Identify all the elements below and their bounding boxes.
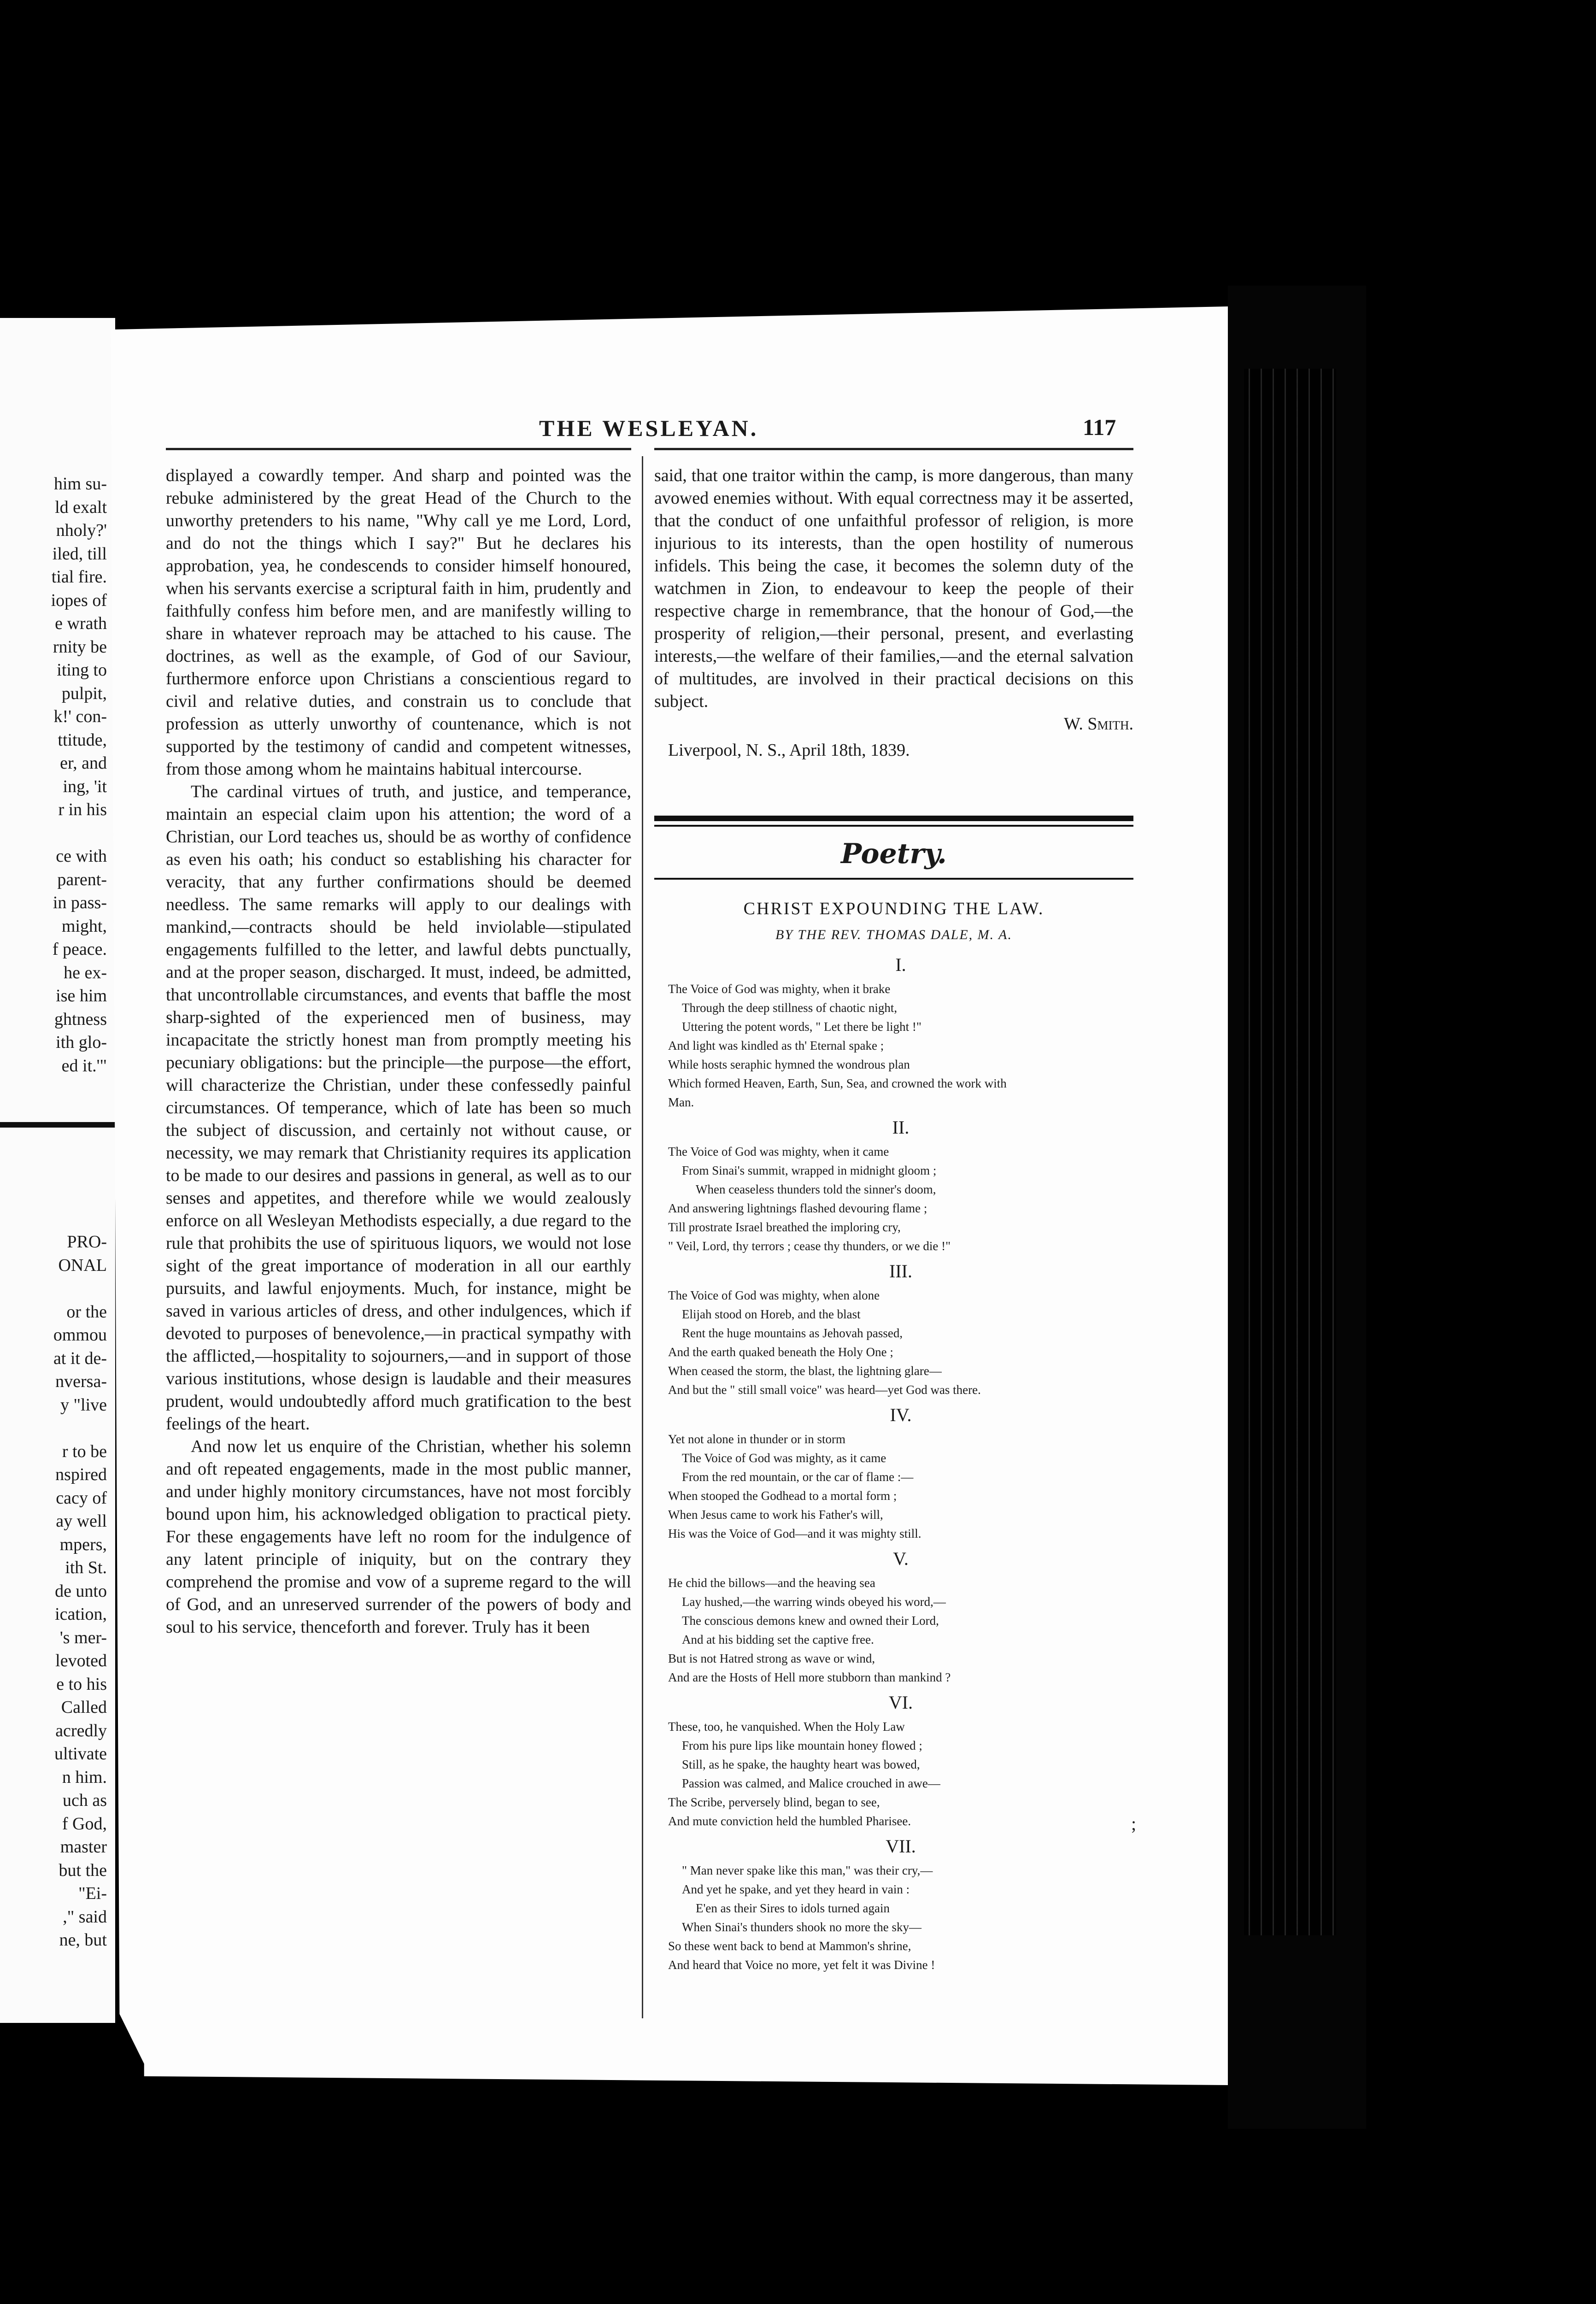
left-page-line: e to his xyxy=(56,1674,107,1694)
poem-author: BY THE REV. THOMAS DALE, M. A. xyxy=(775,927,1012,942)
running-header: THE WESLEYAN. xyxy=(539,415,759,441)
left-page-line: ONAL xyxy=(58,1255,107,1275)
paragraph: And now let us enquire of the Christian, whether his solemn and oft repeated engagements, made in the most public manner, and under highly monitory circumstances, have not most forcibly bound upon him, his acknowledged obligation to practical piety. For these engagements have left no room for the indulgence of any latent principle of iniquity, but on the contrary they comprehend the promise and vow of a supreme regard to the will of God, and an unreserved surrender of the powers of body and soul to his service, thenceforth and forever. Truly has it been xyxy=(166,1437,631,1637)
poem-line: " Veil, Lord, thy terrors ; cease thy thunders, or we die !" xyxy=(668,1239,951,1253)
stanza-number: II. xyxy=(892,1117,909,1138)
poem-line: These, too, he vanquished. When the Holy Law xyxy=(668,1720,905,1734)
left-page-line: iopes of xyxy=(51,590,107,610)
left-page-line: f God, xyxy=(62,1814,107,1834)
left-page-line: 's mer- xyxy=(59,1628,107,1647)
poem-line: When Sinai's thunders shook no more the sky— xyxy=(682,1920,922,1934)
poem-line: Elijah stood on Horeb, and the blast xyxy=(682,1307,861,1321)
left-page-line xyxy=(0,1416,107,1440)
left-page-line: n him. xyxy=(62,1767,107,1787)
left-page-line: ith St. xyxy=(65,1558,107,1577)
left-page-line: tial fire. xyxy=(51,567,107,587)
poetry-heading: Poetry. xyxy=(841,838,947,870)
left-page-line: e wrath xyxy=(55,614,107,633)
poem-line: He chid the billows—and the heaving sea xyxy=(668,1576,875,1590)
signature: W. Smith. xyxy=(1063,714,1133,734)
page-stack-edges xyxy=(1244,369,1336,1935)
poem-line: " Man never spake like this man," was their cry,— xyxy=(682,1863,933,1877)
left-page-line: acredly xyxy=(55,1721,107,1740)
page-number: 117 xyxy=(1083,414,1116,440)
poem-line: When stooped the Godhead to a mortal form ; xyxy=(668,1489,897,1503)
left-page-line: ttitude, xyxy=(58,730,107,750)
left-page-line: mpers, xyxy=(59,1534,107,1554)
poem-line: The Voice of God was mighty, when it came xyxy=(668,1145,889,1158)
left-page-line: nversa- xyxy=(55,1372,107,1391)
left-page-line: iled, till xyxy=(52,544,107,564)
poem-line: Yet not alone in thunder or in storm xyxy=(668,1432,845,1446)
article-column-left xyxy=(166,464,631,1639)
poem-line: Still, as he spake, the haughty heart was bowed, xyxy=(682,1757,920,1771)
left-page-rule xyxy=(0,1122,115,1128)
left-page-line: r to be xyxy=(62,1441,107,1461)
poem-line: From the red mountain, or the car of flame :— xyxy=(682,1470,914,1484)
article-column-right xyxy=(654,464,1133,762)
stanza-number: III. xyxy=(889,1261,912,1281)
left-page-line: iting to xyxy=(57,660,107,680)
poem-line: And are the Hosts of Hell more stubborn than mankind ? xyxy=(668,1670,951,1684)
paragraph: The cardinal virtues of truth, and justice, and temperance, maintain an especial claim upon his attention; the word of a Christian, our Lord teaches us, should be as worthy of confidence as even his oath; his conduct so establishing his character for veracity, that any further confirmations should be deemed needless. The same remarks will apply to our dealings with mankind,—contracts should be held inviolable—stipulated engagements fulfilled to the letter, and lawful debts punctually, and at the proper season, discharged. It must, indeed, be admitted, that uncontrollable circumstances, and events that baffle the most sharp-sighted of the experienced men of business, may incapacitate the strictly honest man from promptly meeting his pecuniary obligations: but the principle—the purpose—the effort, will characterize the Christian, under these confessedly painful circumstances. Of temperance, which of late has been so much the subject of discussion, and certainly not without cause, or necessity, we may remark that Christianity requires its application to be made to our desires and passions in general, as well as to our senses and appetites, and therefore while we would zealously enforce on all Wesleyan Methodists especially, a due regard to the rule that prohibits the use of spirituous liquors, we would not lose sight of the great importance of moderation in all our earthly pursuits, and lawful enjoyments. Much, for instance, might be saved in various articles of dress, and other indulgences, which if devoted to purposes of benevolence,—in practical sympathy with the afflicted,—hospitality to sojourners,—and in support of those various institutions, whose design is laudable and their measures prudent, would undoubtedly afford much gratification to the best feelings of the heart. xyxy=(166,782,631,1434)
column-rule xyxy=(642,456,643,2018)
left-page-line: nspired xyxy=(55,1465,107,1484)
poem-line: When ceaseless thunders told the sinner's doom, xyxy=(696,1182,936,1196)
left-page-line: ing, 'it xyxy=(63,776,107,796)
poem-line: When ceased the storm, the blast, the lightning glare— xyxy=(668,1364,942,1378)
left-page-line: at it de- xyxy=(53,1348,107,1368)
left-page-line: ise him xyxy=(56,986,107,1005)
header-rule-left xyxy=(166,448,631,450)
dateline: Liverpool, N. S., April 18th, 1839. xyxy=(668,741,910,760)
stanza-number: IV. xyxy=(890,1405,912,1425)
left-page-line: he ex- xyxy=(64,963,107,982)
left-page-line: k!' con- xyxy=(53,707,107,726)
left-page-line: him su- xyxy=(53,474,107,494)
stanza-number: VI. xyxy=(888,1692,913,1713)
poem-line: And heard that Voice no more, yet felt it was Divine ! xyxy=(668,1958,935,1972)
poem-line: The Voice of God was mighty, when alone xyxy=(668,1288,880,1302)
stanza-number: VII. xyxy=(886,1836,916,1857)
paragraph: displayed a cowardly temper. And sharp and pointed was the rebuke administered by the great Head of the Church to the unworthy pretenders to his name, "Why call ye me Lord, Lord, and do not the things which I say?" But he declares his approbation, yea, he condescends to consider himself honoured, when his servants exercise a scriptural faith in him, prudently and faithfully confess him before men, and are manifestly willing to share in whatever reproach may be attached to his cause. The doctrines, as well as the example, of God of our Saviour, furthermore enforce upon Christians a conscientious regard to civil and relative duties, and constrain us to conclude that profession as utterly unworthy of countenance, which is not supported by the testimony of candid and competent witnesses, from those among whom he maintains habitual intercourse. xyxy=(166,466,631,779)
poem-line: And light was kindled as th' Eternal spake ; xyxy=(668,1039,884,1052)
section-rule-thick xyxy=(654,816,1133,821)
poem-line: The conscious demons knew and owned their Lord, xyxy=(682,1614,939,1628)
left-page-line: but the xyxy=(59,1860,107,1880)
poem-body xyxy=(668,949,1133,1975)
poem-title: CHRIST EXPOUNDING THE LAW. xyxy=(743,899,1044,918)
left-page-line: master xyxy=(60,1837,107,1857)
left-page-line: ication, xyxy=(55,1605,107,1624)
poem-line: His was the Voice of God—and it was mighty still. xyxy=(668,1527,921,1540)
poem-line: While hosts seraphic hymned the wondrous plan xyxy=(668,1058,910,1071)
paragraph: said, that one traitor within the camp, is more dangerous, than many avowed enemies without. With equal correctness may it be asserted, that the conduct of one unfaithful professor of religion, is more injurious to its interests, than the open hostility of numerous infidels. This being the case, it becomes the solemn duty of the watchmen in Zion, to endeavour to keep the people of their respective charge in remembrance, that the honour of God,—the prosperity of religion,—their personal, present, and everlasting interests,—the welfare of their families,—and the eternal salvation of multitudes, are involved in their practical decisions on this subject. xyxy=(654,466,1133,711)
left-page-text-lower xyxy=(0,1230,107,1952)
poem-line: The Voice of God was mighty, as it came xyxy=(682,1451,886,1465)
poem-line: Passion was calmed, and Malice crouched in awe— xyxy=(682,1776,940,1790)
left-page-line: "Ei- xyxy=(78,1884,107,1903)
left-page-line: ultivate xyxy=(54,1744,107,1763)
left-page-line: f peace. xyxy=(52,940,107,959)
left-page-line: ed it.'" xyxy=(61,1056,107,1076)
poem-line: And answering lightnings flashed devouring flame ; xyxy=(668,1201,927,1215)
left-page-line: parent- xyxy=(57,870,107,889)
poem-line: From Sinai's summit, wrapped in midnight gloom ; xyxy=(682,1164,937,1177)
left-page-line: nholy?' xyxy=(56,521,107,540)
poem-line: When Jesus came to work his Father's will, xyxy=(668,1508,883,1522)
poem-line: The Voice of God was mighty, when it brake xyxy=(668,982,891,996)
left-page-line: rnity be xyxy=(53,637,107,657)
left-page-line: PRO- xyxy=(67,1232,107,1252)
left-page-line: ce with xyxy=(56,846,107,866)
poem-line: The Scribe, perversely blind, began to see, xyxy=(668,1795,880,1809)
left-page-line: ld exalt xyxy=(55,497,107,517)
left-page-line: uch as xyxy=(62,1791,107,1810)
left-page-line: in pass- xyxy=(53,893,107,912)
left-page-line: ," said xyxy=(63,1907,107,1927)
margin-mark: ; xyxy=(1131,1813,1137,1834)
poem-line: From his pure lips like mountain honey flowed ; xyxy=(682,1739,922,1752)
poem-line: Lay hushed,—the warring winds obeyed his word,— xyxy=(682,1595,946,1609)
left-page-text-upper xyxy=(0,472,107,1077)
poem-line: Uttering the potent words, " Let there be light !" xyxy=(682,1020,921,1034)
left-page-line: cacy of xyxy=(56,1488,107,1508)
left-page-line: or the xyxy=(66,1302,107,1322)
poem-line: And at his bidding set the captive free. xyxy=(682,1633,874,1646)
left-page-line: r in his xyxy=(58,800,107,819)
poem-line: And yet he spake, and yet they heard in vain : xyxy=(682,1882,910,1896)
left-page-line: ghtness xyxy=(54,1009,107,1029)
poetry-rule xyxy=(654,878,1133,880)
poem-line: Through the deep stillness of chaotic night, xyxy=(682,1001,898,1015)
poem-line: And mute conviction held the humbled Pharisee. xyxy=(668,1814,911,1828)
poem-line: So these went back to bend at Mammon's shrine, xyxy=(668,1939,911,1953)
poem-line: Till prostrate Israel breathed the imploring cry, xyxy=(668,1220,901,1234)
left-page-line: might, xyxy=(61,916,107,936)
left-page-line: ay well xyxy=(56,1511,107,1531)
poem-line: But is not Hatred strong as wave or wind, xyxy=(668,1652,875,1665)
left-page-line: levoted xyxy=(55,1651,107,1670)
left-page-line xyxy=(0,822,107,845)
left-page-line: de unto xyxy=(55,1581,107,1601)
left-page-line: y "live xyxy=(60,1395,107,1415)
poem-line: And the earth quaked beneath the Holy One ; xyxy=(668,1345,893,1359)
stanza-number: V. xyxy=(893,1548,909,1569)
poem-line: Which formed Heaven, Earth, Sun, Sea, and crowned the work with xyxy=(668,1076,1007,1090)
section-rule-thin xyxy=(654,825,1133,827)
header-rule-right xyxy=(654,448,1133,450)
left-page-line: Called xyxy=(61,1698,107,1717)
poem-line: E'en as their Sires to idols turned again xyxy=(696,1901,890,1915)
left-page-line: ne, but xyxy=(59,1930,107,1950)
left-page-line: er, and xyxy=(60,753,107,773)
poem-line: Man. xyxy=(668,1095,694,1109)
poem-line: Rent the huge mountains as Jehovah passed, xyxy=(682,1326,903,1340)
stanza-number: I. xyxy=(895,954,906,975)
left-page-line: ith glo- xyxy=(56,1033,107,1052)
left-page-fragment xyxy=(0,318,115,2023)
poem-line: And but the " still small voice" was heard—yet God was there. xyxy=(668,1383,981,1397)
left-page-line: pulpit, xyxy=(61,683,107,703)
left-page-line xyxy=(0,1277,107,1300)
left-page-line: ommou xyxy=(53,1325,107,1345)
